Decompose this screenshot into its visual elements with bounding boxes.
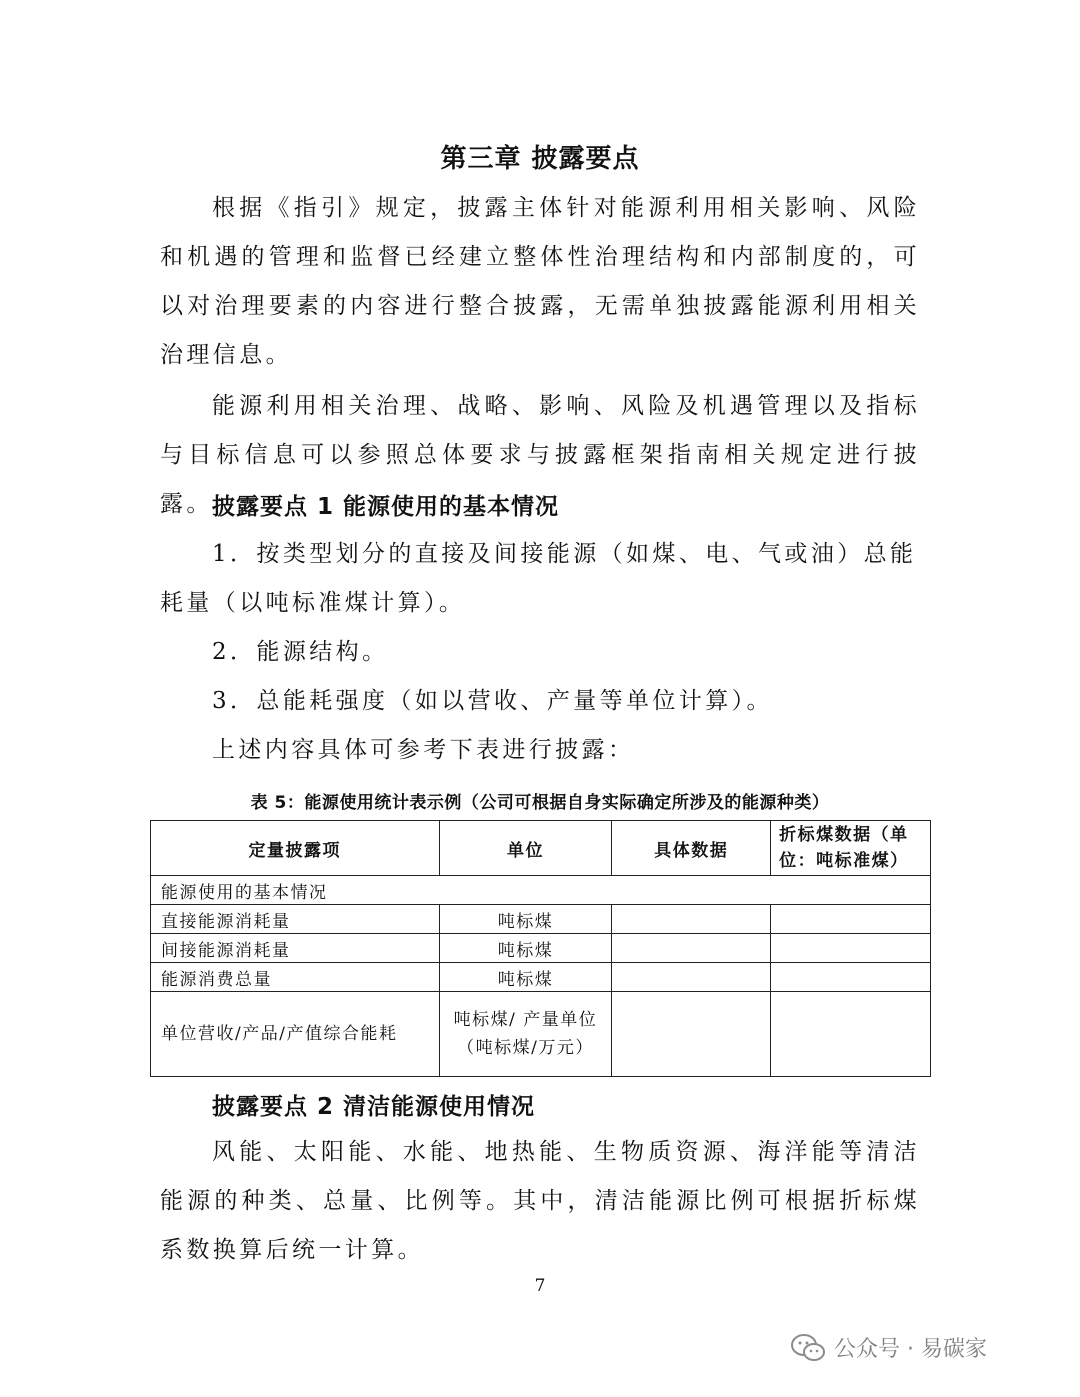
point1-item-1: 1．按类型划分的直接及间接能源（如煤、电、气或油）总能耗量（以吨标准煤计算）。 <box>160 541 917 616</box>
row-unit: 吨标煤 <box>439 934 612 963</box>
watermark <box>790 1332 987 1363</box>
point2-heading: 披露要点 2 清洁能源使用情况 <box>212 1094 536 1120</box>
table-header-row <box>151 821 931 876</box>
wechat-icon <box>790 1333 826 1363</box>
header-converted: 折标煤数据（单位：吨标准煤） <box>771 821 931 876</box>
row-unit: 吨标煤/ 产量单位（吨标煤/万元） <box>439 992 612 1077</box>
chapter-title: 第三章 披露要点 <box>440 144 640 174</box>
table-section-row <box>151 876 931 905</box>
header-unit: 单位 <box>439 821 612 876</box>
energy-usage-table <box>150 820 931 1077</box>
watermark-text: 公众号 · 易碳家 <box>834 1337 987 1362</box>
row-converted <box>771 963 931 992</box>
point1-item-2: 2．能源结构。 <box>212 639 389 665</box>
table-row <box>151 905 931 934</box>
row-item: 直接能源消耗量 <box>151 905 440 934</box>
intro-paragraph-1: 根据《指引》规定，披露主体针对能源利用相关影响、风险和机遇的管理和监督已经建立整体性治理结构和内部制度的，可以对治理要素的内容进行整合披露，无需单独披露能源利用相关治理信息。 <box>160 195 920 368</box>
row-data <box>612 963 771 992</box>
table-row <box>151 934 931 963</box>
row-data <box>612 934 771 963</box>
header-item: 定量披露项 <box>151 821 440 876</box>
section-label: 能源使用的基本情况 <box>151 876 931 905</box>
point1-item-3: 3．总能耗强度（如以营收、产量等单位计算）。 <box>212 688 773 714</box>
row-converted <box>771 934 931 963</box>
table-caption: 表 5：能源使用统计表示例（公司可根据自身实际确定所涉及的能源种类） <box>250 793 830 813</box>
row-item: 单位营收/产品/产值综合能耗 <box>151 992 440 1077</box>
header-data: 具体数据 <box>612 821 771 876</box>
row-unit: 吨标煤 <box>439 963 612 992</box>
table-row <box>151 992 931 1077</box>
table-row <box>151 963 931 992</box>
page-number: 7 <box>534 1276 546 1296</box>
intro-paragraph-2: 能源利用相关治理、战略、影响、风险及机遇管理以及指标与目标信息可以参照总体要求与披露框架指南相关规定进行披露。 <box>160 393 920 517</box>
table-intro-text: 上述内容具体可参考下表进行披露： <box>212 737 635 763</box>
row-data <box>612 992 771 1077</box>
row-converted <box>771 992 931 1077</box>
point2-paragraph: 风能、太阳能、水能、地热能、生物质资源、海洋能等清洁能源的种类、总量、比例等。其中，清洁能源比例可根据折标煤系数换算后统一计算。 <box>160 1139 920 1263</box>
point1-heading: 披露要点 1 能源使用的基本情况 <box>212 494 560 520</box>
row-item: 间接能源消耗量 <box>151 934 440 963</box>
row-item: 能源消费总量 <box>151 963 440 992</box>
row-converted <box>771 905 931 934</box>
row-data <box>612 905 771 934</box>
row-unit: 吨标煤 <box>439 905 612 934</box>
